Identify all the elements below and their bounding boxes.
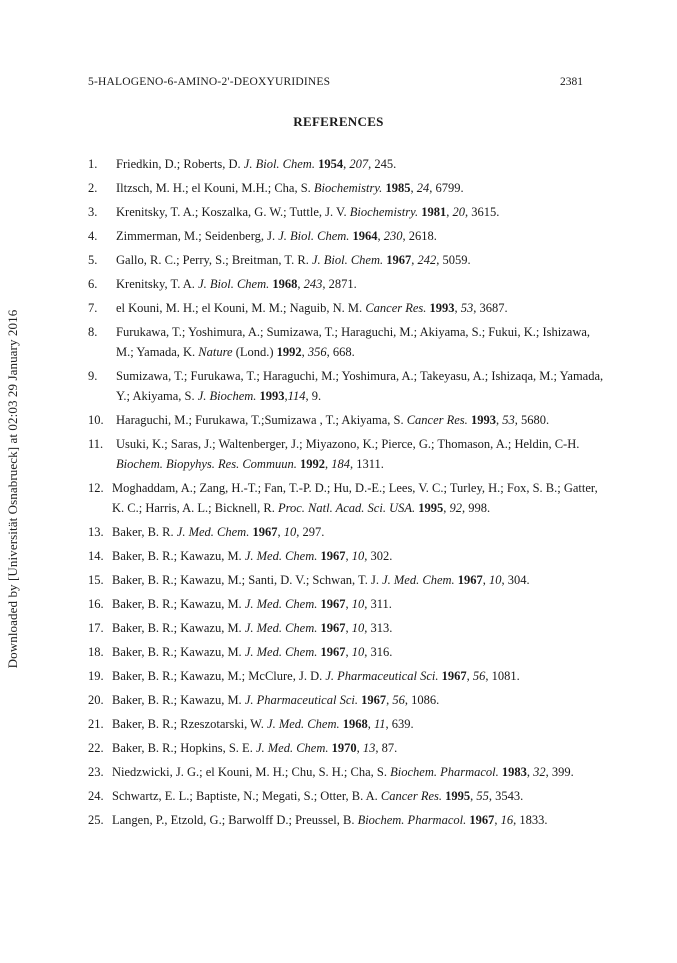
reference-journal-or-volume: 55	[476, 789, 489, 803]
reference-item	[88, 642, 608, 662]
reference-item	[88, 546, 608, 566]
reference-item	[88, 738, 608, 758]
reference-journal-or-volume: 10	[351, 549, 365, 563]
reference-number: 9.	[88, 369, 98, 383]
reference-segment: ,	[411, 253, 418, 267]
download-watermark-text: Downloaded by [Universität Osnabrueck] at 02:03 29 January 2016	[5, 309, 20, 669]
reference-item	[88, 250, 608, 270]
reference-number: 17.	[88, 621, 104, 635]
reference-text	[112, 525, 324, 539]
reference-text	[112, 789, 523, 803]
reference-segment: , 3687.	[473, 301, 508, 315]
reference-journal-or-volume: Biochem. Pharmacol.	[357, 813, 467, 827]
reference-journal-or-volume: J. Biol. Chem.	[311, 253, 384, 267]
reference-text	[112, 597, 392, 611]
reference-journal-or-volume: 356	[307, 345, 327, 359]
reference-item	[88, 298, 608, 318]
reference-item	[88, 570, 608, 590]
reference-journal-or-volume: Nature	[198, 345, 233, 359]
reference-item	[88, 666, 608, 686]
reference-segment: , 639.	[385, 717, 414, 731]
reference-segment: , 245.	[368, 157, 397, 171]
reference-year: 1954	[318, 157, 344, 171]
reference-segment: , 1086.	[404, 693, 440, 707]
reference-journal-or-volume: J. Med. Chem.	[176, 525, 250, 539]
reference-item	[88, 274, 608, 294]
reference-segment: ,	[345, 597, 352, 611]
reference-item	[88, 714, 608, 734]
reference-year: 1967	[320, 621, 346, 635]
page-number: 2381	[560, 76, 583, 88]
reference-number: 3.	[88, 205, 98, 219]
reference-journal-or-volume: 10	[351, 645, 365, 659]
reference-number: 7.	[88, 301, 98, 315]
reference-journal-or-volume: 243	[303, 277, 323, 291]
reference-number: 14.	[88, 549, 104, 563]
reference-year: 1993	[429, 301, 455, 315]
reference-text	[116, 277, 357, 291]
reference-segment: Moghaddam, A.; Zang, H.-T.; Fan, T.-P. D.; Hu, D.-E.; Lees, V. C.; Turley, H.; Fox, S. B.; Gatter, K. C.; Harris, A. L.; Bicknell, R.	[112, 481, 598, 515]
reference-text	[116, 301, 508, 315]
reference-text	[116, 229, 437, 243]
reference-year: 1967	[320, 549, 346, 563]
reference-year: 1968	[272, 277, 298, 291]
reference-text	[112, 669, 520, 683]
reference-journal-or-volume: J. Pharmaceutical Sci.	[244, 693, 358, 707]
reference-year: 1967	[469, 813, 495, 827]
reference-journal-or-volume: 92	[449, 501, 462, 515]
reference-year: 1992	[276, 345, 302, 359]
reference-journal-or-volume: Proc. Natl. Acad. Sci. USA.	[277, 501, 416, 515]
reference-journal-or-volume: 10	[351, 597, 365, 611]
reference-text	[112, 717, 414, 731]
reference-number: 4.	[88, 229, 98, 243]
reference-journal-or-volume: Cancer Res.	[406, 413, 468, 427]
reference-segment: ,	[284, 389, 288, 403]
reference-item	[88, 226, 608, 246]
reference-segment: Baker, B. R.; Kawazu, M.	[112, 693, 245, 707]
reference-journal-or-volume: J. Med. Chem.	[244, 645, 318, 659]
reference-journal-or-volume: Biochemistry.	[349, 205, 419, 219]
reference-segment: (Lond.)	[232, 345, 277, 359]
reference-year: 1967	[457, 573, 483, 587]
reference-segment: ,	[345, 549, 352, 563]
reference-journal-or-volume: 242	[417, 253, 437, 267]
reference-segment: Baker, B. R.; Kawazu, M.	[112, 549, 245, 563]
reference-journal-or-volume: J. Med. Chem.	[255, 741, 329, 755]
reference-journal-or-volume: Biochem. Pharmacol.	[390, 765, 499, 779]
reference-text	[116, 157, 396, 171]
references-heading: REFERENCES	[293, 114, 384, 129]
reference-text	[116, 325, 590, 359]
reference-segment: ,	[410, 181, 417, 195]
running-head: 5-HALOGENO-6-AMINO-2'-DEOXYURIDINES	[88, 76, 331, 88]
reference-journal-or-volume: J. Med. Chem.	[244, 597, 318, 611]
reference-journal-or-volume: J. Biol. Chem.	[198, 277, 270, 291]
reference-item	[88, 202, 608, 222]
reference-item	[88, 762, 608, 782]
reference-segment: Baker, B. R.; Kawazu, M.	[112, 597, 245, 611]
reference-item	[88, 478, 608, 518]
reference-segment: , 2871.	[322, 277, 357, 291]
reference-number: 19.	[88, 669, 104, 683]
reference-segment: , 668.	[326, 345, 355, 359]
reference-year: 1985	[385, 181, 411, 195]
reference-number: 1.	[88, 157, 98, 171]
reference-number: 25.	[88, 813, 104, 827]
reference-number: 16.	[88, 597, 104, 611]
download-watermark	[4, 298, 22, 680]
reference-segment: Baker, B. R.; Kawazu, M.; Santi, D. V.; Schwan, T. J.	[112, 573, 383, 587]
reference-segment: ,	[345, 645, 352, 659]
reference-segment: ,	[297, 277, 304, 291]
reference-number: 13.	[88, 525, 104, 539]
reference-journal-or-volume: Biochem. Biopyhys. Res. Commuun.	[116, 457, 297, 471]
reference-segment: , 311.	[364, 597, 392, 611]
reference-segment: , 313.	[364, 621, 393, 635]
reference-year: 1993	[470, 413, 496, 427]
reference-journal-or-volume: J. Biol. Chem.	[278, 229, 350, 243]
reference-segment: , 304.	[501, 573, 530, 587]
reference-segment: ,	[526, 765, 534, 779]
reference-year: 1981	[421, 205, 447, 219]
reference-journal-or-volume: J. Med. Chem.	[267, 717, 340, 731]
reference-journal-or-volume: J. Pharmaceutical Sci.	[325, 669, 439, 683]
reference-journal-or-volume: 184	[331, 457, 350, 471]
reference-segment: ,	[443, 501, 450, 515]
reference-number: 23.	[88, 765, 104, 779]
reference-segment: , 316.	[364, 645, 393, 659]
reference-segment: Niedzwicki, J. G.; el Kouni, M. H.; Chu, S. H.; Cha, S.	[112, 765, 391, 779]
reference-segment: ,	[345, 621, 352, 635]
reference-segment: ,	[301, 345, 308, 359]
reference-journal-or-volume: 53	[502, 413, 515, 427]
reference-number: 21.	[88, 717, 104, 731]
reference-year: 1967	[441, 669, 467, 683]
reference-list	[88, 154, 608, 834]
reference-segment: , 6799.	[429, 181, 464, 195]
reference-segment: ,	[343, 157, 350, 171]
reference-number: 15.	[88, 573, 104, 587]
reference-segment: , 1833.	[513, 813, 548, 827]
reference-text	[112, 693, 439, 707]
reference-journal-or-volume: 24	[416, 181, 430, 195]
reference-segment: , 87.	[375, 741, 398, 755]
reference-text	[116, 413, 549, 427]
reference-number: 12.	[88, 481, 104, 495]
reference-segment: Baker, B. R.; Rzeszotarski, W.	[112, 717, 268, 731]
reference-segment: ,	[470, 789, 477, 803]
reference-number: 8.	[88, 325, 98, 339]
reference-item	[88, 366, 608, 406]
reference-segment: ,	[494, 813, 501, 827]
reference-item	[88, 522, 608, 542]
reference-segment: Baker, B. R.; Kawazu, M.	[112, 645, 245, 659]
reference-segment: , 1081.	[485, 669, 520, 683]
reference-segment: ,	[466, 669, 473, 683]
reference-year: 1995	[445, 789, 471, 803]
reference-year: 1995	[418, 501, 444, 515]
reference-segment: ,	[325, 457, 332, 471]
reference-year: 1967	[361, 693, 387, 707]
reference-segment: ,	[367, 717, 374, 731]
reference-segment: Krenitsky, T. A.; Koszalka, G. W.; Tuttle, J. V.	[116, 205, 350, 219]
reference-number: 5.	[88, 253, 98, 267]
reference-journal-or-volume: 56	[472, 669, 486, 683]
reference-segment: , 3615.	[464, 205, 500, 219]
reference-item	[88, 594, 608, 614]
reference-number: 2.	[88, 181, 98, 195]
reference-segment: Sumizawa, T.; Furukawa, T.; Haraguchi, M.; Yoshimura, A.; Takeyasu, A.; Ishizaqa, M.; Yamada, Y.; Akiyama, S.	[116, 369, 604, 403]
reference-journal-or-volume: 10	[283, 525, 297, 539]
reference-segment: , 297.	[296, 525, 325, 539]
reference-segment: , 302.	[364, 549, 393, 563]
reference-journal-or-volume: 13	[362, 741, 376, 755]
reference-year: 1967	[320, 597, 346, 611]
reference-journal-or-volume: Cancer Res.	[380, 789, 443, 803]
reference-year: 1970	[331, 741, 357, 755]
reference-journal-or-volume: 20	[452, 205, 465, 219]
reference-text	[112, 481, 598, 515]
reference-segment: Krenitsky, T. A.	[116, 277, 199, 291]
reference-year: 1967	[320, 645, 346, 659]
reference-segment: Baker, B. R.	[112, 525, 177, 539]
reference-text	[112, 621, 392, 635]
reference-journal-or-volume: J. Biol. Chem.	[243, 157, 315, 171]
reference-segment: , 9.	[305, 389, 322, 403]
reference-segment: Haraguchi, M.; Furukawa, T.;Sumizawa , T.; Akiyama, S.	[116, 413, 407, 427]
reference-number: 18.	[88, 645, 104, 659]
reference-segment: Zimmerman, M.; Seidenberg, J.	[116, 229, 279, 243]
reference-text	[116, 369, 603, 403]
reference-year: 1993	[259, 389, 285, 403]
reference-number: 22.	[88, 741, 104, 755]
reference-segment: ,	[277, 525, 284, 539]
reference-segment: ,	[446, 205, 453, 219]
reference-journal-or-volume: Cancer Res.	[365, 301, 427, 315]
reference-journal-or-volume: J. Biochem.	[197, 389, 257, 403]
reference-journal-or-volume: 114	[287, 389, 306, 403]
reference-journal-or-volume: 32	[533, 765, 546, 779]
reference-journal-or-volume: J. Med. Chem.	[382, 573, 455, 587]
reference-number: 20.	[88, 693, 104, 707]
reference-journal-or-volume: 10	[489, 573, 502, 587]
reference-text	[116, 253, 471, 267]
reference-item	[88, 690, 608, 710]
reference-text	[112, 645, 392, 659]
reference-segment: el Kouni, M. H.; el Kouni, M. M.; Naguib, N. M.	[116, 301, 366, 315]
reference-year: 1983	[501, 765, 527, 779]
reference-text	[112, 813, 547, 827]
reference-year: 1968	[342, 717, 368, 731]
reference-segment: Baker, B. R.; Hopkins, S. E.	[112, 741, 256, 755]
reference-segment: ,	[386, 693, 393, 707]
reference-year: 1967	[252, 525, 278, 539]
reference-segment: ,	[377, 229, 384, 243]
reference-text	[116, 181, 464, 195]
reference-segment: Friedkin, D.; Roberts, D.	[116, 157, 244, 171]
reference-journal-or-volume: 16	[500, 813, 514, 827]
reference-segment: , 5059.	[436, 253, 471, 267]
reference-year: 1964	[352, 229, 378, 243]
reference-segment: Usuki, K.; Saras, J.; Waltenberger, J.; Miyazono, K.; Pierce, G.; Thomason, A.; Heldin, C-H.	[116, 437, 580, 451]
reference-segment: , 1311.	[350, 457, 384, 471]
reference-text	[112, 741, 397, 755]
reference-text	[112, 765, 574, 779]
reference-journal-or-volume: J. Med. Chem.	[244, 621, 318, 635]
reference-segment: Iltzsch, M. H.; el Kouni, M.H.; Cha, S.	[116, 181, 314, 195]
reference-text	[116, 437, 579, 471]
reference-number: 11.	[88, 437, 104, 451]
reference-text	[112, 573, 530, 587]
reference-number: 6.	[88, 277, 98, 291]
reference-text	[112, 549, 392, 563]
reference-segment: ,	[454, 301, 461, 315]
reference-item	[88, 786, 608, 806]
reference-segment: , 5680.	[514, 413, 550, 427]
reference-journal-or-volume: 230	[383, 229, 403, 243]
reference-item	[88, 154, 608, 174]
reference-text	[116, 205, 499, 219]
reference-journal-or-volume: 53	[460, 301, 474, 315]
reference-journal-or-volume: 10	[351, 621, 365, 635]
reference-journal-or-volume: J. Med. Chem.	[244, 549, 318, 563]
reference-number: 24.	[88, 789, 104, 803]
reference-segment: , 3543.	[488, 789, 524, 803]
reference-item	[88, 434, 608, 474]
reference-segment: Langen, P., Etzold, G.; Barwolff D.; Preussel, B.	[112, 813, 358, 827]
reference-item	[88, 810, 608, 830]
reference-segment: , 998.	[461, 501, 491, 515]
reference-item	[88, 410, 608, 430]
reference-item	[88, 322, 608, 362]
reference-journal-or-volume: 11	[373, 717, 386, 731]
reference-journal-or-volume: Biochemistry.	[313, 181, 383, 195]
reference-year: 1967	[386, 253, 412, 267]
reference-segment: Baker, B. R.; Kawazu, M.; McClure, J. D.	[112, 669, 326, 683]
reference-item	[88, 178, 608, 198]
reference-segment: , 399.	[545, 765, 574, 779]
reference-segment: ,	[495, 413, 503, 427]
reference-journal-or-volume: 207	[349, 157, 369, 171]
reference-segment: Furukawa, T.; Yoshimura, A.; Sumizawa, T.; Haraguchi, M.; Akiyama, S.; Fukui, K.; Ishizawa, M.; Yamada, K.	[116, 325, 591, 359]
reference-segment: ,	[356, 741, 363, 755]
reference-segment: Baker, B. R.; Kawazu, M.	[112, 621, 245, 635]
reference-segment: ,	[482, 573, 490, 587]
reference-number: 10.	[88, 413, 104, 427]
reference-journal-or-volume: 56	[392, 693, 405, 707]
reference-item	[88, 618, 608, 638]
reference-segment: , 2618.	[402, 229, 437, 243]
reference-year: 1992	[300, 457, 325, 471]
reference-segment: Schwartz, E. L.; Baptiste, N.; Megati, S.; Otter, B. A.	[112, 789, 381, 803]
reference-segment: Gallo, R. C.; Perry, S.; Breitman, T. R.	[116, 253, 312, 267]
